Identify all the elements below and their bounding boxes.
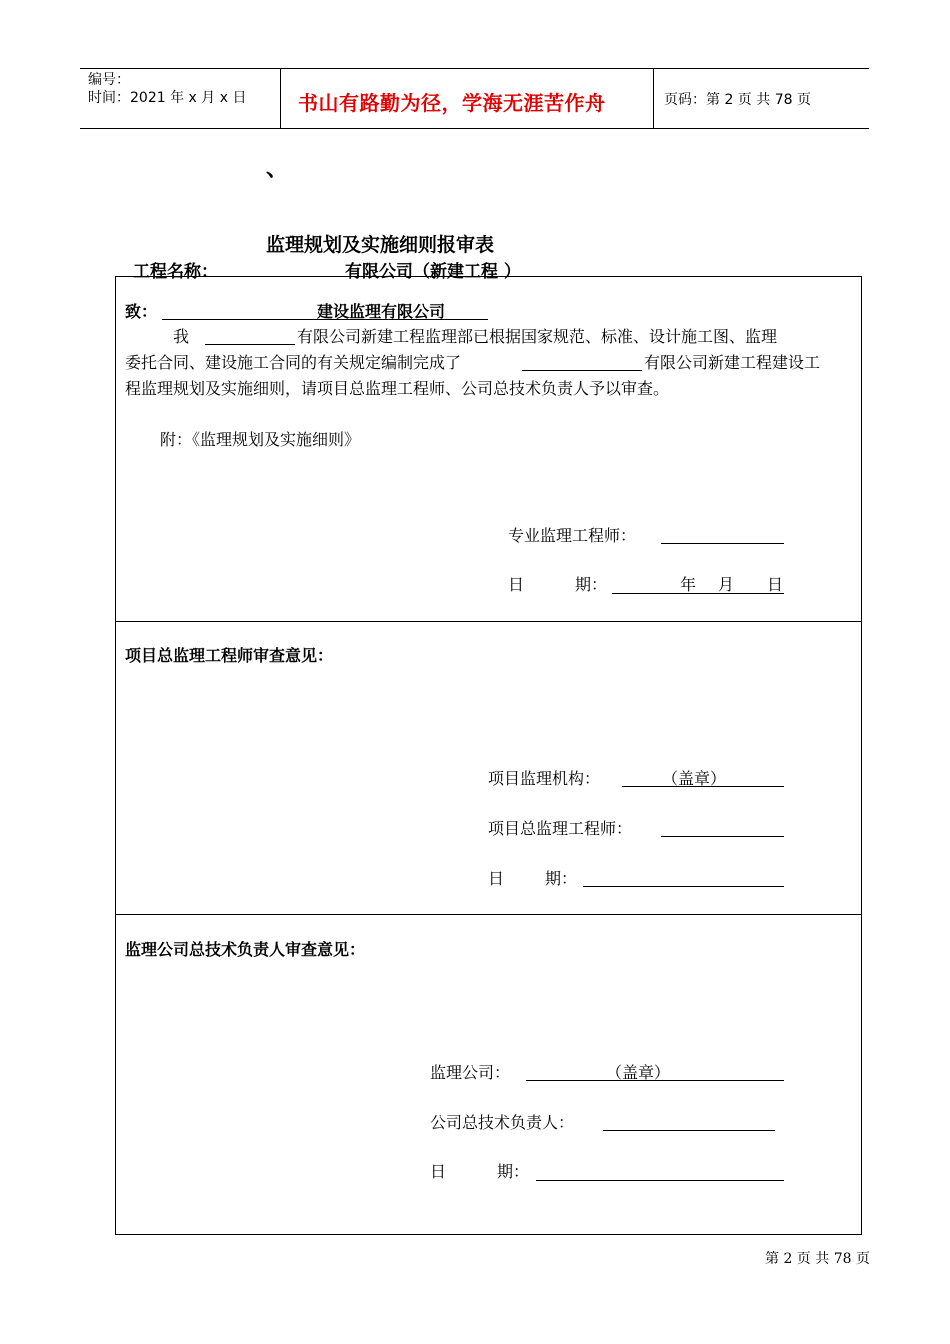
company-label: 监理公司： <box>430 1063 511 1082</box>
chief-signature-line <box>661 836 784 837</box>
motto: 书山有路勤为径，学海无涯苦作舟 <box>298 91 606 115</box>
form-box <box>115 276 862 1235</box>
day-label: 日 <box>767 575 784 594</box>
paragraph-line2-b: 有限公司新建工程建设工 <box>644 353 821 372</box>
chief-review-heading: 项目总监理工程师审查意见： <box>125 646 334 665</box>
tech-signature-line <box>603 1130 775 1131</box>
page-title: 监理规划及实施细则报审表 <box>266 234 495 256</box>
page-label: 页码：第 2 页 共 78 页 <box>664 92 811 108</box>
month-label: 月 <box>718 575 735 594</box>
org-label: 项目监理机构： <box>488 769 601 788</box>
date-label-2a: 日 <box>488 869 505 888</box>
stray-mark: 、 <box>266 156 289 182</box>
attachment-note: 附：《监理规划及实施细则》 <box>160 430 361 449</box>
paragraph-line1-a: 我 <box>173 327 190 346</box>
date-line-3 <box>536 1180 784 1181</box>
paragraph-line1-b: 有限公司新建工程监理部已根据国家规范、标准、设计施工图、监理 <box>297 327 778 346</box>
engineer-signature-line <box>661 543 784 544</box>
org-seal: （盖章） <box>662 769 727 788</box>
footer-page-number: 第 2 页 共 78 页 <box>765 1251 870 1267</box>
header-bottom-rule <box>80 128 869 129</box>
year-label: 年 <box>680 575 697 594</box>
date-label-1a: 日 <box>508 575 525 594</box>
date-label: 时间：2021 年 x 月 x 日 <box>88 90 247 106</box>
date-line-2 <box>583 886 784 887</box>
date-line-1 <box>612 593 784 594</box>
date-label-1b: 期： <box>575 575 608 594</box>
paragraph-line2-a: 委托合同、建设施工合同的有关规定编制完成了 <box>125 353 462 372</box>
tech-label: 公司总技术负责人： <box>430 1113 575 1132</box>
date-label-3b: 期： <box>497 1162 530 1181</box>
chief-label: 项目总监理工程师： <box>488 819 633 838</box>
section-divider-2 <box>115 914 862 915</box>
paragraph-line3: 程监理规划及实施细则，请项目总监理工程师、公司总技术负责人予以审查。 <box>125 379 670 398</box>
to-company: 建设监理有限公司 <box>317 302 446 321</box>
project-label: 工程名称： <box>133 262 218 282</box>
tech-review-heading: 监理公司总技术负责人审查意见： <box>125 940 366 959</box>
header-divider-right <box>653 68 654 129</box>
serial-label: 编号： <box>88 72 130 88</box>
date-label-2b: 期： <box>545 869 578 888</box>
header-divider-left <box>280 68 281 129</box>
blank-line2 <box>522 370 642 371</box>
engineer-label: 专业监理工程师： <box>508 526 637 545</box>
blank-line1 <box>205 344 295 345</box>
project-name: 有限公司（新建工程 ） <box>345 262 521 282</box>
date-label-3a: 日 <box>430 1162 447 1181</box>
company-seal: （盖章） <box>606 1063 671 1082</box>
to-label: 致： <box>125 302 158 321</box>
section-divider-1 <box>115 621 862 622</box>
header-top-rule <box>80 68 869 69</box>
